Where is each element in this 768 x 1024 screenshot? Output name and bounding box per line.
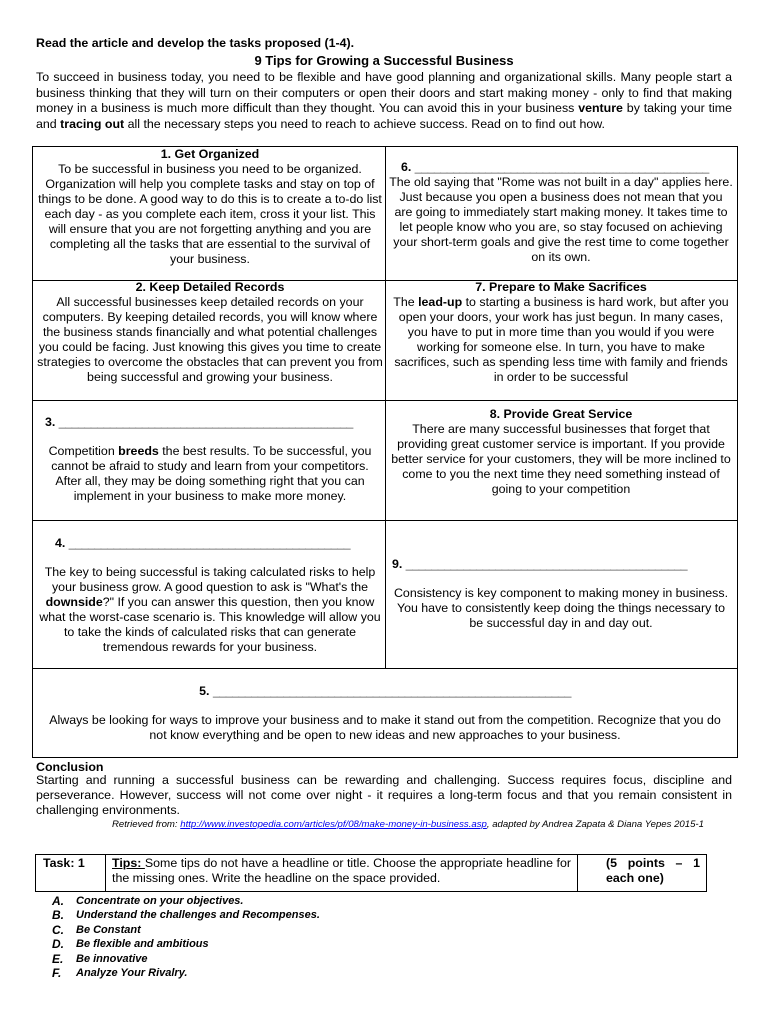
- source-link[interactable]: http://www.investopedia.com/articles/pf/08/make-money-in-business.asp: [180, 819, 487, 830]
- tip-2-body: All successful businesses keep detailed records on your computers. By keeping detailed records, you will know where the business stands financially and what potential challenges you could be facing. Just knowing this gives you time to create strategies to overcome the obstacles that can prevent you from being successful and growing your business.: [37, 295, 383, 384]
- tip-4-answer-blank[interactable]: ____________________________________________: [68, 536, 351, 550]
- tip-1-body: To be successful in business you need to be organized. Organization will help you complete tasks and stay on top of things to be done. A good way to do this is to create a to-do list each day - as you complete each item, cross it your list. This will ensure that you are not forgetting anything and you are completing all the tasks that are essential to the survival of your business.: [38, 162, 382, 266]
- tip-9-body: Consistency is key component to making money in business. You have to consistently keep doing the things necessary to be successful day in and day out.: [393, 586, 729, 630]
- option-e: E. Be innovative: [52, 951, 148, 966]
- tip-9: [389, 557, 733, 631]
- tip-6-answer-blank[interactable]: ______________________________________________: [414, 160, 709, 174]
- task-label: Task: 1: [36, 855, 106, 891]
- tip-4: [37, 536, 383, 655]
- tip-5-body: Always be looking for ways to improve your business and to make it stand out from the competition. Recognize that you do not know everything and be open to new ideas and new approaches to your business.: [49, 713, 721, 742]
- tips-table: [32, 146, 738, 758]
- tip-6: [389, 160, 733, 265]
- instructions: Read the article and develop the tasks proposed (1-4).: [36, 36, 355, 50]
- option-b: B. Understand the challenges and Recompenses.: [52, 908, 320, 923]
- row-divider: [33, 668, 737, 669]
- option-c: C. Be Constant: [52, 922, 141, 937]
- option-f: F. Analyze Your Rivalry.: [52, 966, 188, 981]
- tip-4-body: The key to being successful is taking calculated risks to help your business grow. A good question to ask is "What's the downside?" If you can answer this question, then you know what the worst-case scenario is. This knowledge will allow you to take the kinds of calculated risks that can generate tremendous rewards for your business.: [39, 565, 381, 654]
- tip-1: [37, 147, 383, 267]
- headline-options: [52, 894, 320, 980]
- conclusion-heading: Conclusion: [36, 760, 104, 774]
- conclusion-body: Starting and running a successful business can be rewarding and challenging. Success requires focus, discipline and perseverance. However, success will not come over night - it requires a long-term focus and that you remain consistent in challenging environments.: [36, 773, 732, 817]
- tip-6-number: 6.: [401, 160, 412, 174]
- source-citation: Retrieved from: http://www.investopedia.com/articles/pf/08/make-money-in-business.asp, adapted by Andrea Zapata & Diana Yepes 2015-1: [112, 819, 704, 830]
- tip-6-body: The old saying that "Rome was not built in a day" applies here. Just because you open a business does not mean that you are going to immediately start making money. It takes time to let people know who you are, so stay focused on achieving your short-term goals and give the rest time to come together on its own.: [389, 175, 733, 264]
- tip-8-heading: 8. Provide Great Service: [489, 407, 633, 421]
- row-divider: [33, 520, 737, 521]
- page-title: 9 Tips for Growing a Successful Business: [254, 53, 514, 68]
- tip-3-body: Competition breeds the best results. To be successful, you cannot be afraid to study and learn from your competitors. After all, they may be doing something right that you can implement in your business to make more money.: [48, 444, 372, 503]
- tip-5: [39, 684, 731, 743]
- tip-9-number: 9.: [392, 557, 403, 571]
- task-instructions: Tips: Some tips do not have a headline or title. Choose the appropriate headline for the missing ones. Write the headline on the space provided.: [106, 855, 578, 891]
- option-a: A. Concentrate on your objectives.: [52, 894, 244, 908]
- task-points: (5 points – 1 each one): [606, 856, 700, 885]
- tip-3-answer-blank[interactable]: ______________________________________________: [58, 415, 353, 429]
- tip-7: [389, 280, 733, 385]
- column-divider: [385, 147, 386, 669]
- tip-7-heading: 7. Prepare to Make Sacrifices: [475, 280, 647, 294]
- tip-9-answer-blank[interactable]: ____________________________________________: [405, 557, 688, 571]
- task-box: [35, 854, 707, 892]
- tip-8-body: There are many successful businesses that forget that providing great customer service is important. If you provide better service for your customers, they will be more inclined to come to you the next time they need something instead of going to your competition: [391, 422, 731, 496]
- row-divider: [33, 400, 737, 401]
- tip-7-body: The lead-up to starting a business is hard work, but after you open your doors, your work has just begun. In many cases, you have to put in more time than you would if you were working for someone else. In turn, you have to make sacrifices, such as spending less time with family and friends in order to be successful: [393, 295, 729, 384]
- tip-3-number: 3.: [45, 415, 56, 429]
- tip-3: [37, 415, 383, 504]
- tip-2: [37, 280, 383, 385]
- tip-4-number: 4.: [55, 536, 66, 550]
- tip-8: [389, 407, 733, 497]
- intro-paragraph: To succeed in business today, you need to be flexible and have good planning and organizational skills. Many people start a business thinking that they will turn on their computers or open their doors and start making money - only to find that making money in a business is much more difficult than they thought. You can avoid this in your business venture by taking your time and tracing out all the necessary steps you need to reach to achieve success. Read on to find out how.: [36, 70, 732, 131]
- tip-2-heading: 2. Keep Detailed Records: [135, 280, 285, 294]
- tip-5-number: 5.: [199, 684, 210, 698]
- tip-1-heading: 1. Get Organized: [160, 147, 260, 161]
- option-d: D. Be flexible and ambitious: [52, 937, 209, 952]
- tip-5-answer-blank[interactable]: ________________________________________________________: [212, 684, 571, 698]
